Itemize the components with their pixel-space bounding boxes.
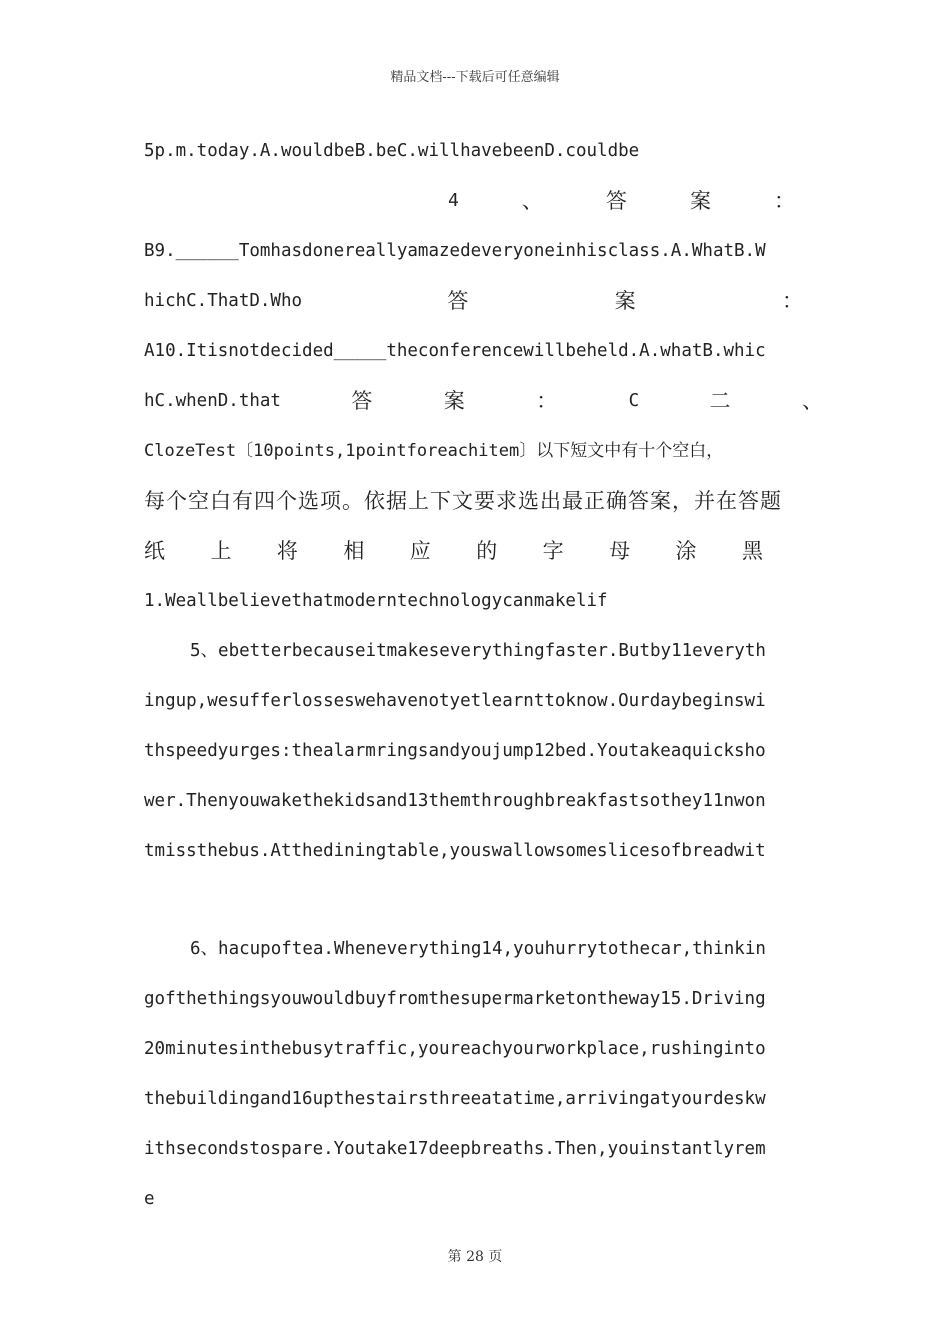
paragraph-6-line-6: e [144,1189,155,1209]
char: 应 [409,539,432,563]
paragraph-6-line-2: gofthethingsyouwouldbuyfromthesupermarketontheway15.Driving [144,989,766,1009]
text-line-10: 1.Weallbelievethatmoderntechnologycanmakelif [144,591,608,611]
answer-value: C [628,391,640,411]
answer-char-1: 答 [605,189,628,213]
answer-line-9 [144,286,804,316]
paragraph-6-line-1: 6、hacupoftea.Wheneverything14,youhurrytothecar,thinkin [190,939,766,959]
answer-prefix: hichC.ThatD.Who [144,291,303,311]
char: 黑 [741,539,764,563]
paragraph-5-line-1: 5、ebetterbecauseitmakeseverythingfaster.Butby11everyth [190,641,766,661]
char: 上 [210,539,233,563]
text-line-8: 每个空白有四个选项。依据上下文要求选出最正确答案，并在答题 [144,489,782,513]
text-line-7: ClozeTest〔10points,1pointforeachitem〕以下短文中有十个空白， [144,441,724,461]
page-header: 精品文档---下载后可任意编辑 [390,70,560,85]
text-line-3: B9.______Tomhasdonereallyamazedeveryoneinhisclass.A.WhatB.W [144,241,766,261]
section-number: 二 [709,389,732,413]
paragraph-6-line-3: 20minutesinthebusytraffic,youreachyourworkplace,rushinginto [144,1039,766,1059]
char: 母 [609,539,632,563]
answer-line-4 [448,186,796,216]
char: 的 [476,539,499,563]
answer-char-2: 案 [689,189,712,213]
paragraph-5-line-4: wer.Thenyouwakethekidsand13themthroughbreakfastsothey11nwon [144,791,766,811]
page-footer: 第 28 页 [447,1249,503,1265]
answer-line-10 [144,386,824,416]
char: 纸 [144,539,166,563]
paragraph-6-line-4: thebuildingand16upthestairsthreeatatime,arrivingatyourdeskw [144,1089,766,1109]
char: 字 [542,539,565,563]
char: 涂 [675,539,698,563]
answer-char-1: 答 [447,289,470,313]
answer-char-1: 答 [351,389,374,413]
answer-colon: ： [536,389,559,413]
answer-colon: ： [781,289,804,313]
answer-colon: ： [773,189,796,213]
answer-char-2: 案 [443,389,466,413]
paragraph-5-line-2: ingup,wesufferlosseswehavenotyetlearnttoknow.Ourdaybeginswi [144,691,766,711]
paragraph-6-line-5: ithsecondstospare.Youtake17deepbreaths.Then,youinstantlyrem [144,1139,766,1159]
paragraph-5-line-5: tmissthebus.Atthediningtable,youswallowsomeslicesofbreadwit [144,841,766,861]
answer-number: 4 [448,190,460,211]
paragraph-5-line-3: thspeedyurges:thealarmringsandyoujump12bed.Youtakeaquicksho [144,741,766,761]
answer-prefix: hC.whenD.that [144,391,281,411]
answer-sep: 、 [521,189,544,213]
answer-char-2: 案 [614,289,637,313]
char: 相 [343,539,366,563]
instruction-line [144,536,764,566]
char: 将 [276,539,299,563]
text-line-5: A10.Itisnotdecided_____theconferencewillbeheld.A.whatB.whic [144,341,766,361]
section-sep: 、 [801,389,824,413]
text-line-1: 5p.m.today.A.wouldbeB.beC.willhavebeenD.couldbe [144,141,640,161]
